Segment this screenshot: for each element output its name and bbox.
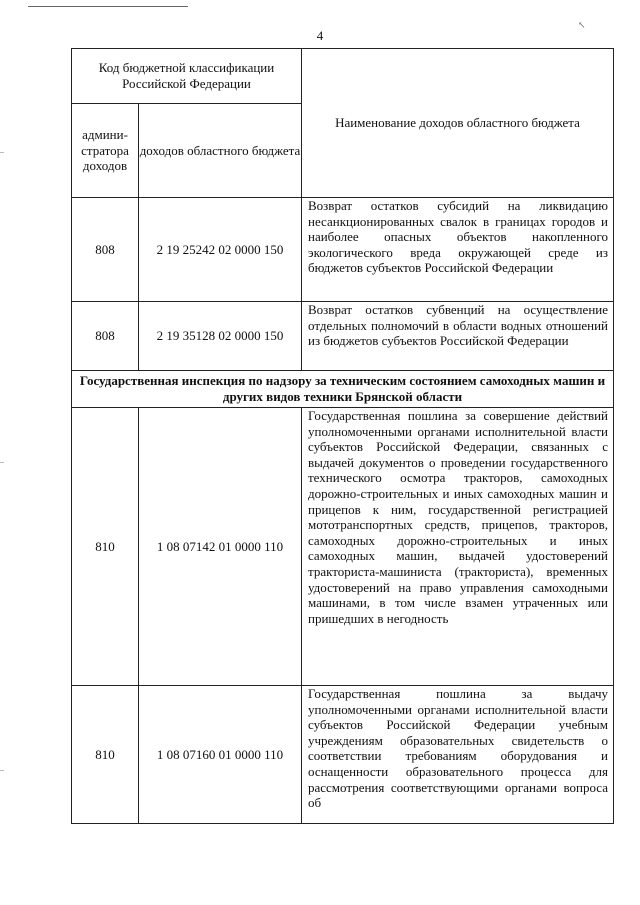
budget-income-table (71, 48, 614, 824)
table-row (72, 302, 614, 371)
table-row (72, 408, 614, 686)
margin-mark (0, 462, 4, 463)
header-income-name: Наименование доходов областного бюджета (302, 49, 614, 198)
top-edge-rule (28, 6, 188, 7)
budget-code: 2 19 25242 02 0000 150 (139, 198, 302, 302)
section-row (72, 371, 614, 408)
admin-code: 808 (72, 302, 139, 371)
admin-code: 808 (72, 198, 139, 302)
budget-code: 1 08 07142 01 0000 110 (139, 408, 302, 686)
budget-code: 2 19 35128 02 0000 150 (139, 302, 302, 371)
header-admin-column: админи-стратора доходов (72, 104, 139, 198)
income-description: Возврат остатков субсидий на ликвидацию несанкционированных свалок в границах городов и наиболее опасных объектов накопленного экологического вреда окружающей среде из бюджетов субъектов Российской Федерации (302, 198, 614, 302)
table-row (72, 686, 614, 824)
corner-mark-icon: ↖ (578, 20, 586, 30)
page-number: 4 (316, 28, 324, 43)
header-income-column: доходов областного бюджета (139, 104, 302, 198)
admin-code: 810 (72, 686, 139, 824)
income-description: Государственная пошлина за совершение действий уполномоченными органами исполнительной власти субъектов Российской Федерации, связанных с выдачей документов о проведении государственного технического осмотра тракторов, самоходных дорожно-строительных и иных самоходных машин и прицепов к ним, государственной регистрацией мототранспортных средств, прицепов, тракторов, самоходных дорожно-строительных и иных самоходных машин, выдачей удостоверений тракториста-машиниста (тракториста), временных удостоверений на право управления самоходными машинами, в том числе взамен утраченных или пришедших в негодность (302, 408, 614, 686)
table-header-row (72, 49, 614, 104)
section-title: Государственная инспекция по надзору за техническим состоянием самоходных машин и других видов техники Брянской области (72, 371, 614, 408)
budget-code: 1 08 07160 01 0000 110 (139, 686, 302, 824)
income-description: Возврат остатков субвенций на осуществление отдельных полномочий в области водных отношений из бюджетов субъектов Российской Федерации (302, 302, 614, 371)
margin-mark (0, 770, 4, 771)
header-budget-code-group: Код бюджетной классификации Российской Федерации (72, 49, 302, 104)
income-description: Государственная пошлина за выдачу уполномоченными органами исполнительной власти субъектов Российской Федерации учебным учреждениям образовательных свидетельств о соответствии требованиям оборудования и оснащенности образовательного процесса для рассмотрения соответствующими органами вопроса об (302, 686, 614, 824)
margin-mark (0, 152, 4, 153)
admin-code: 810 (72, 408, 139, 686)
table-row (72, 198, 614, 302)
